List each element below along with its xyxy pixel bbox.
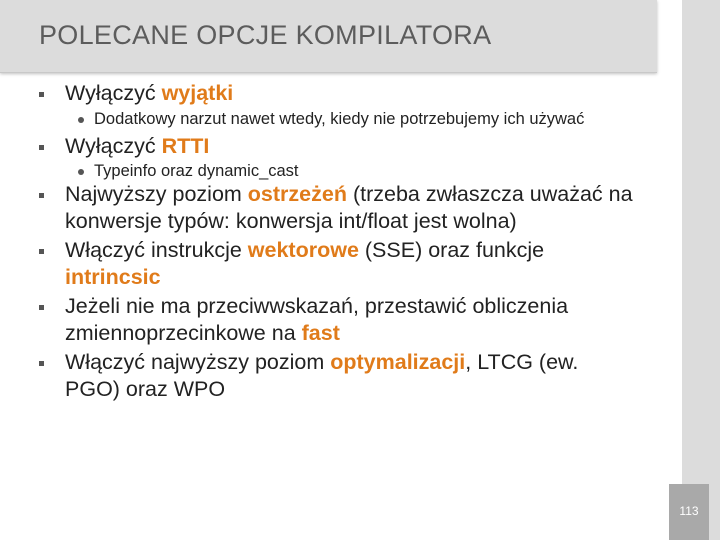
round-bullet-icon: [78, 117, 84, 123]
highlighted-keyword: intrincsic: [65, 264, 161, 289]
square-bullet-icon: [39, 361, 44, 366]
bullet-text: Włączyć instrukcje: [65, 238, 248, 262]
bullet-text: Włączyć najwyższy poziom: [65, 350, 331, 374]
bullet-text: (SSE) oraz funkcje: [358, 238, 545, 262]
bullet-text: Wyłączyć: [65, 133, 162, 158]
bullet-text: (trzeba zwłaszcza uważać na konwersje typów: konwersja int/float jest wolna): [65, 182, 633, 233]
bullet-item: [39, 293, 639, 346]
bullet-item: [39, 181, 639, 234]
highlighted-keyword: ostrzeżeń: [247, 182, 347, 206]
bullet-text: , LTCG (ew. PGO) oraz WPO: [65, 350, 579, 401]
square-bullet-icon: [39, 305, 44, 310]
sub-bullet-item: [39, 109, 639, 129]
page-number: 113: [679, 504, 699, 518]
bullet-list: [39, 80, 639, 402]
highlighted-keyword: fast: [301, 320, 340, 345]
bullet-item: [39, 349, 639, 402]
square-bullet-icon: [39, 249, 44, 254]
slide-title: POLECANE OPCJE KOMPILATORA: [39, 20, 492, 50]
bullet-text: Najwyższy poziom: [65, 182, 248, 206]
bullet-text: Wyłączyć: [65, 81, 162, 105]
highlighted-keyword: optymalizacji: [330, 350, 466, 374]
right-accent-bar: [682, 0, 720, 540]
title-bar: [0, 0, 657, 73]
bullet-text: Jeżeli nie ma przeciwwskazań, przestawić obliczenia zmiennoprzecinkowe na: [65, 294, 569, 345]
highlighted-keyword: wyjątki: [161, 81, 234, 105]
bullet-item: [39, 133, 639, 160]
square-bullet-icon: [39, 145, 44, 150]
page-number-box: [669, 484, 709, 540]
bullet-item: [39, 80, 639, 107]
bullet-text: Typeinfo oraz dynamic_cast: [94, 162, 299, 180]
bullet-text: Dodatkowy narzut nawet wtedy, kiedy nie potrzebujemy ich używać: [94, 109, 585, 128]
highlighted-keyword: RTTI: [161, 133, 210, 158]
bullet-item: [39, 237, 639, 290]
round-bullet-icon: [78, 169, 84, 175]
square-bullet-icon: [39, 92, 44, 97]
highlighted-keyword: wektorowe: [247, 238, 359, 262]
square-bullet-icon: [39, 193, 44, 198]
sub-bullet-item: [39, 161, 639, 181]
